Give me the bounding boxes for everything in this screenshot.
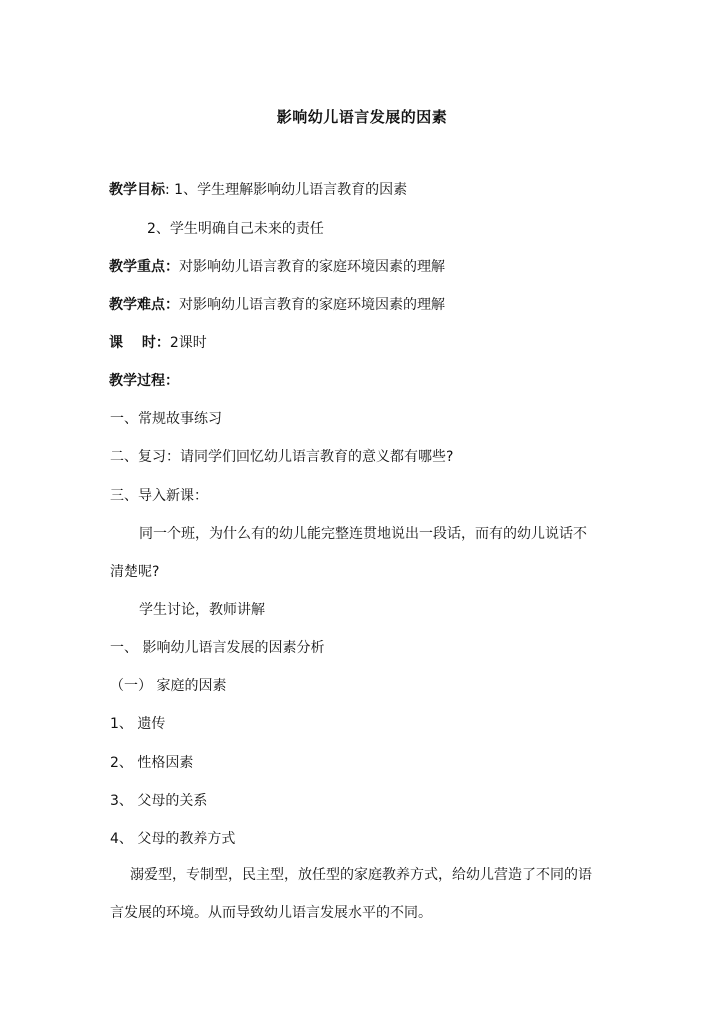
- objective-item-2: 2、学生明确自己未来的责任: [147, 221, 324, 237]
- key-point-label: 教学重点：: [109, 259, 179, 275]
- objectives-label: 教学目标: [109, 182, 165, 198]
- parenting-paragraph-line-1: 溺爱型，专制型，民主型，放任型的家庭教养方式，给幼儿营造了不同的语: [130, 867, 592, 883]
- hours-line: [109, 334, 207, 352]
- difficulty-label: 教学难点：: [109, 297, 179, 313]
- parenting-paragraph-line-2: 言发展的环境。从而导致幼儿语言发展水平的不同。: [110, 905, 432, 921]
- key-point-text: 对影响幼儿语言教育的家庭环境因素的理解: [179, 259, 445, 275]
- step-3: 三、导入新课：: [110, 488, 208, 504]
- subsection-1-heading: （一） 家庭的因素: [110, 678, 227, 694]
- step-1: 一、常规故事练习: [110, 411, 222, 427]
- objective-item-1: 1、学生理解影响幼儿语言教育的因素: [174, 182, 408, 198]
- hours-text: 2课时: [169, 335, 207, 351]
- objectives-line: [109, 181, 407, 199]
- step-2: 二、复习：请同学们回忆幼儿语言教育的意义都有哪些?: [110, 449, 454, 465]
- key-point-line: [109, 258, 445, 276]
- difficulty-text: 对影响幼儿语言教育的家庭环境因素的理解: [179, 297, 445, 313]
- factor-item-1: 1、 遗传: [110, 716, 166, 732]
- factor-item-3: 3、 父母的关系: [110, 793, 208, 809]
- process-heading: 教学过程：: [109, 373, 179, 389]
- intro-paragraph-line-1: 同一个班，为什么有的幼儿能完整连贯地说出一段话，而有的幼儿说话不: [139, 526, 587, 542]
- discussion-line: 学生讨论，教师讲解: [139, 602, 265, 618]
- document-title: 影响幼儿语言发展的因素: [276, 108, 448, 126]
- objectives-sep: :: [165, 182, 170, 198]
- hours-label: 课 时：: [109, 335, 170, 351]
- intro-paragraph-line-2: 清楚呢?: [110, 564, 160, 580]
- factor-item-2: 2、 性格因素: [110, 755, 194, 771]
- factor-item-4: 4、 父母的教养方式: [110, 831, 236, 847]
- difficulty-line: [109, 296, 445, 314]
- section-1-heading: 一、 影响幼儿语言发展的因素分析: [110, 640, 325, 656]
